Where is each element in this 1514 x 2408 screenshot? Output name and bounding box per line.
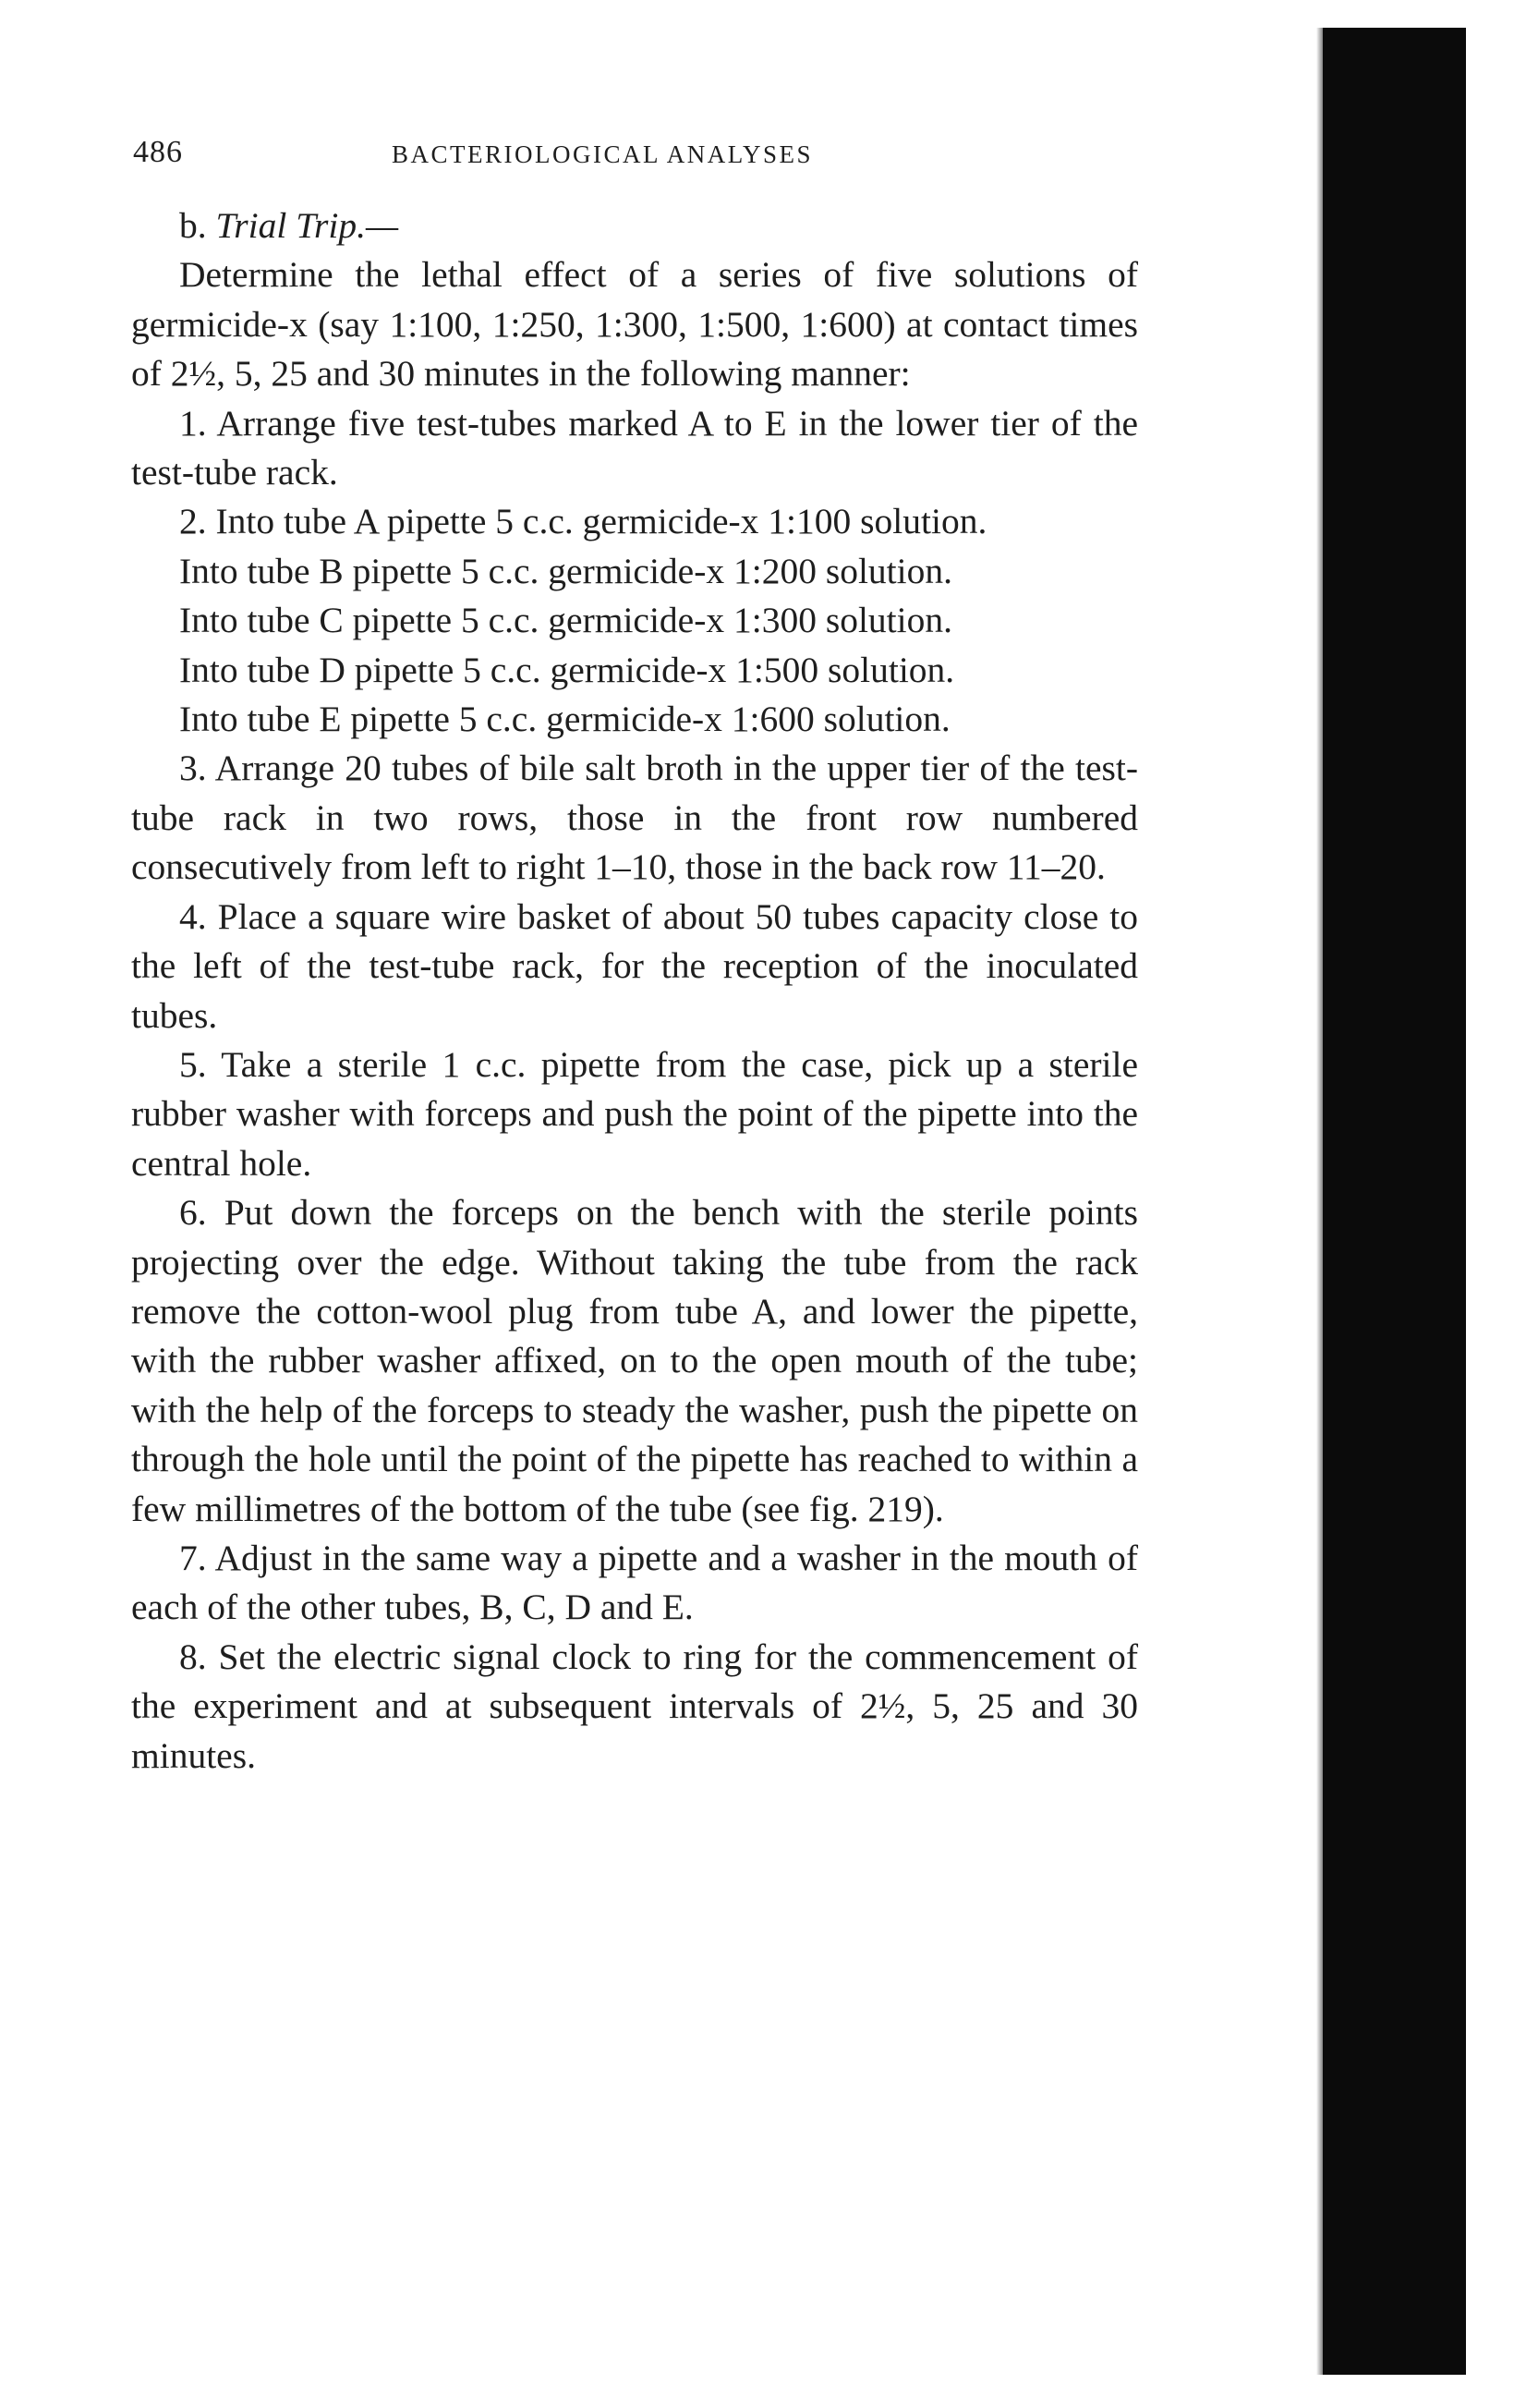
running-head: BACTERIOLOGICAL ANALYSES xyxy=(392,140,814,168)
book-spine-shadow xyxy=(1323,28,1466,2375)
step-1: 1. Arrange five test-tubes marked A to E in the lower tier of the test-tube rack. xyxy=(131,402,1138,493)
step-8: 8. Set the electric signal clock to ring for the commencement of the experiment and at subsequent intervals of 2½, 5, 25 and 30 minutes. xyxy=(131,1636,1138,1776)
step-3: 3. Arrange 20 tubes of bile salt broth in the upper tier of the test-tube rack in two rows, those in the front row numbered consecutively from left to right 1–10, those in the back row 11–20. xyxy=(131,748,1138,888)
section-title: Trial Trip.— xyxy=(215,205,399,246)
step-7: 7. Adjust in the same way a pipette and a washer in the mouth of each of the other tubes, B, C, D and E. xyxy=(131,1537,1138,1628)
step-2-tube-c: Into tube C pipette 5 c.c. germicide-x 1:300 solution. xyxy=(179,600,953,641)
page-number: 486 xyxy=(133,135,183,169)
intro-paragraph: Determine the lethal effect of a series of five solutions of germicide-x (say 1:100, 1:250, 1:300, 1:500, 1:600) at contact times of 2½, 5, 25 and 30 minutes in the following manner: xyxy=(131,254,1138,395)
step-6: 6. Put down the forceps on the bench with the sterile points projecting over the edge. Without taking the tube from the rack remove the cotton-wool plug from tube A, and lower the pipette, with the rubber washer affixed, on to the open mouth of the tube; with the help of the forceps to steady the washer, push the pipette on through the hole until the point of the pipette has reached to within a few millimetres of the bottom of the tube (see fig. 219). xyxy=(131,1192,1138,1529)
step-2-tube-d: Into tube D pipette 5 c.c. germicide-x 1:500 solution. xyxy=(179,649,955,690)
section-heading xyxy=(131,201,1138,250)
section-letter: b. xyxy=(179,205,207,246)
step-2-tube-e: Into tube E pipette 5 c.c. germicide-x 1:600 solution. xyxy=(179,699,951,740)
step-2-tube-b: Into tube B pipette 5 c.c. germicide-x 1:200 solution. xyxy=(179,550,953,591)
page-header xyxy=(133,135,1140,172)
page-body xyxy=(131,201,1138,1781)
step-5: 5. Take a sterile 1 c.c. pipette from the case, pick up a sterile rubber washer with forceps and push the point of the pipette into the central hole. xyxy=(131,1043,1138,1184)
step-4: 4. Place a square wire basket of about 50 tubes capacity close to the left of the test-tube rack, for the reception of the inoculated tubes. xyxy=(131,895,1138,1036)
step-2: 2. Into tube A pipette 5 c.c. germicide-x 1:100 solution. xyxy=(179,501,987,542)
